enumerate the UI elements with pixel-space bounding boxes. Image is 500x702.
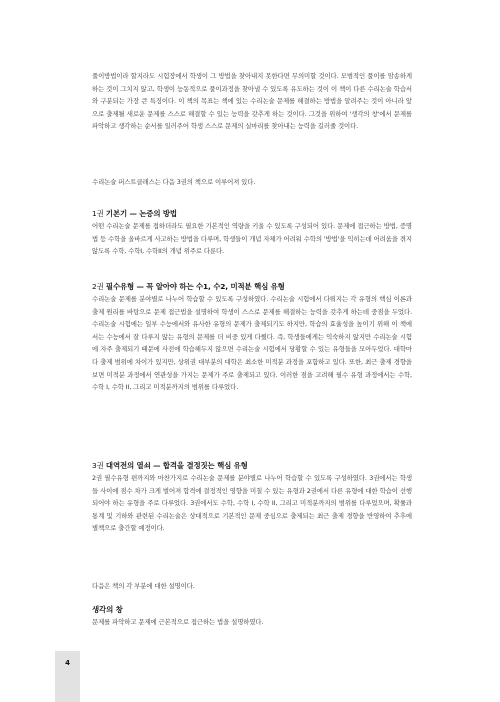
volume-1-heading: [92, 208, 412, 220]
volume-2-number: 2권: [92, 282, 104, 291]
page-number: 4: [65, 659, 70, 667]
volume-3-title: 대역전의 열쇠 — 합격을 결정짓는 핵심 유형: [105, 461, 248, 470]
volume-1-section: [92, 208, 412, 258]
volume-2-title: 필수유형 — 꼭 알아야 하는 수1, 수2, 미적분 핵심 유형: [105, 282, 285, 291]
page-number-tab: [55, 651, 80, 702]
volume-2-section: [92, 281, 412, 394]
volume-3-heading: [92, 460, 412, 472]
volume-1-number: 1권: [92, 209, 104, 218]
intro-section: [92, 70, 412, 133]
volume-1-title: 기본기 — 논증의 방법: [105, 209, 177, 218]
intro-summary: [92, 176, 412, 189]
volume-3-body: 2권 필수유형 편까지와 마찬가지로 수리논술 문제를 분야별로 나누어 학습할 수 있도록 구성하였다. 3권에서는 학생들 사이에 점수 차가 크게 벌어져 합격에 결정적인 영향을 미칠 수 있는 유형과 2권에서 다른 유형에 대한 학습이 선행되어야 하는 유형을 주로 다루었다. 3권에서도 수학, 수학 I, 수학 II, 그리고 미적분까지의 범위를 다루었으며, 확률과 통계 및 기하와 관련된 수리논술은 상대적으로 기본적인 문제 중심으로 출제되는 최근 출제 경향을 반영하여 추후에 별책으로 출간할 예정이다.: [92, 474, 412, 533]
thinking-window-heading: 생각의 창: [92, 605, 123, 614]
closing-section: [92, 580, 412, 593]
volume-1-body: 어떤 수리논술 문제를 접하더라도 필요한 기본적인 역량을 키울 수 있도록 구성되어 있다. 문제에 접근하는 방법, 증명법 등 수학을 올바르게 사고하는 방법을 다루며, 학생들이 개념 자체가 어려워 수학의 '방법'을 익히는데 어려움을 겪지 않도록 수학, 수학I, 수학II의 개념 위주로 다룬다.: [92, 222, 412, 256]
thinking-window-section: [92, 604, 412, 629]
volume-2-heading: [92, 281, 412, 293]
closing-text: 다음은 책의 각 부분에 대한 설명이다.: [92, 582, 195, 590]
intro-summary-text: 수리논술 퍼스트클래스는 다음 3권의 책으로 이루어져 있다.: [92, 178, 256, 186]
thinking-window-body: 문제를 파악하고 문제에 근본적으로 접근하는 법을 설명하였다.: [92, 618, 264, 626]
intro-paragraph: 풀이방법이라 할지라도 시험장에서 학생이 그 방법을 찾아내지 못한다면 무의미할 것이다. 모범적인 풀이를 암송하게 하는 것이 그치지 않고, 학생이 능동적으로 풀이과정을 찾아낼 수 있도록 유도하는 것이 이 책이 다른 수리논술 학습서와 구분되는 가장 큰 특징이다. 이 책의 목표는 책에 있는 수리논술 문제를 해결하는 방법을 알려주는 것이 아니라 앞으로 출제될 새로운 문제를 스스로 해결할 수 있는 능력을 갖추게 하는 것이다. 그것을 위하여 '생각의 창'에서 문제를 파악하고 생각하는 순서를 일러주어 학생 스스로 문제의 실마리를 찾아내는 능력을 길러줄 것이다.: [92, 72, 412, 131]
volume-3-section: [92, 460, 412, 535]
volume-3-number: 3권: [92, 461, 104, 470]
volume-2-body: 수리논술 문제를 분야별로 나누어 학습할 수 있도록 구성하였다. 수리논술 시험에서 다뤄지는 각 유형의 핵심 이론과 출제 원리를 바탕으로 문제 접근법을 설명하여 학생이 스스로 문제를 해결하는 능력을 갖추게 하는데 중점을 두었다. 수리논술 시험에는 일부 수능에서와 유사한 유형의 문제가 출제되기도 하지만, 학습의 효율성을 높이기 위해 이 책에서는 수능에서 잘 다루지 않는 유형의 문제를 더 비중 있게 다뤘다. 즉, 학생들에게는 익숙하지 않지만 수리논술 시험에 자주 출제되기 때문에 사전에 학습해두지 않으면 수리논술 시험에서 당황할 수 있는 유형들을 모아두었다. 대학마다 출제 범위에 차이가 있지만, 상위권 대부분의 대학은 최소한 미적분 과정을 포함하고 있다. 또한, 최근 출제 경향을 보면 미적분 과정에서 연관성을 가지는 문제가 주로 출제되고 있다. 이러한 점을 고려해 필수 유형 과정에서는 수학, 수학 I, 수학 II, 그리고 미적분까지의 범위를 다루었다.: [92, 295, 412, 392]
